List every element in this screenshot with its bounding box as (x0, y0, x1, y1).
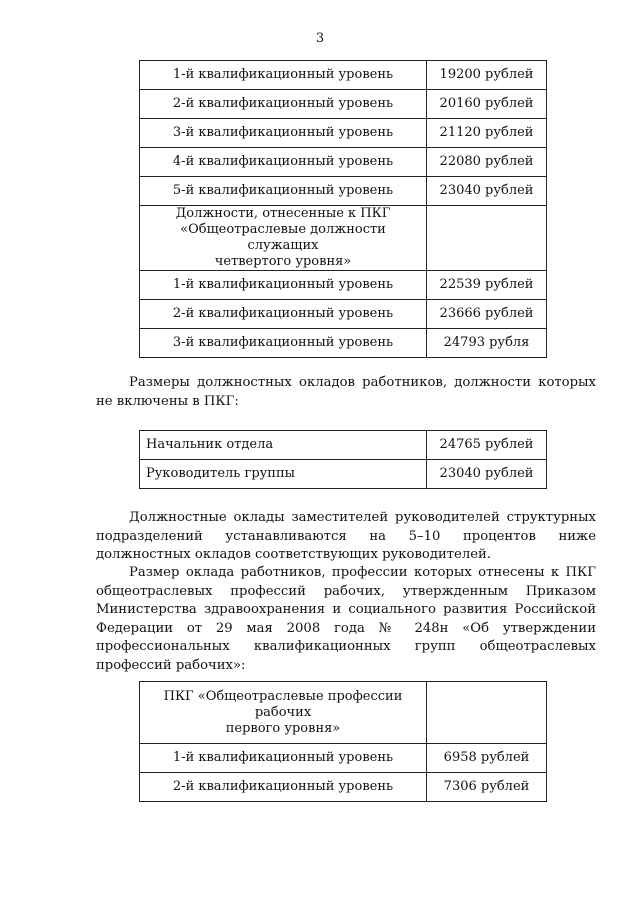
salary-value: 22539 рублей (427, 271, 547, 300)
level-name: 3-й квалификационный уровень (140, 329, 427, 358)
salary-value: 23040 рублей (427, 177, 547, 206)
table-row (140, 61, 547, 90)
salary-table-2 (139, 430, 547, 489)
level-name: 2-й квалификационный уровень (140, 300, 427, 329)
salary-value: 22080 рублей (427, 148, 547, 177)
table-row (140, 271, 547, 300)
group-header (140, 206, 427, 271)
table-row (140, 90, 547, 119)
table-row (140, 177, 547, 206)
table-row (140, 460, 547, 489)
group-header-line: Должности, отнесенные к ПКГ (175, 206, 391, 221)
salary-value: 24765 рублей (427, 431, 547, 460)
paragraph-workers: Размер оклада работников, профессии которых отнесены к ПКГ общеотраслевых профессий рабочих, утвержденным Приказом Министерства здравоохранения и социального развития Российской Федерации от 29 мая 2008 года № 248н «Об утверждении профессиональных квалификационных групп общеотраслевых профессий рабочих»: (96, 565, 596, 673)
position-name: Руководитель группы (140, 460, 427, 489)
group-header-line: четвертого уровня» (214, 254, 352, 269)
salary-value: 7306 рублей (427, 773, 547, 802)
position-name: Начальник отдела (140, 431, 427, 460)
table-row (140, 329, 547, 358)
salary-value: 23666 рублей (427, 300, 547, 329)
level-name: 1-й квалификационный уровень (140, 61, 427, 90)
salary-value (427, 682, 547, 744)
salary-value: 19200 рублей (427, 61, 547, 90)
group-header-line: первого уровня» (225, 720, 341, 736)
paragraph-not-in-pkg: Размеры должностных окладов работников, должности которых не включены в ПКГ: (96, 375, 596, 409)
level-name: 1-й квалификационный уровень (140, 271, 427, 300)
salary-table-1 (139, 60, 547, 358)
table-row (140, 744, 547, 773)
level-name: 2-й квалификационный уровень (140, 90, 427, 119)
salary-value: 21120 рублей (427, 119, 547, 148)
salary-value: 6958 рублей (427, 744, 547, 773)
table-row (140, 119, 547, 148)
table-row (140, 300, 547, 329)
salary-value: 20160 рублей (427, 90, 547, 119)
table-row (140, 148, 547, 177)
paragraph-deputies: Должностные оклады заместителей руководителей структурных подразделений устанавливаются на 5–10 процентов ниже должностных окладов соответствующих руководителей. (96, 510, 596, 562)
group-header (140, 682, 427, 744)
level-name: 3-й квалификационный уровень (140, 119, 427, 148)
level-name: 2-й квалификационный уровень (140, 773, 427, 802)
table-row (140, 431, 547, 460)
group-header-line: «Общеотраслевые должности служащих (180, 222, 386, 253)
table-row-group-header (140, 682, 547, 744)
table-row-group-header (140, 206, 547, 271)
salary-value: 23040 рублей (427, 460, 547, 489)
group-header-line: ПКГ «Общеотраслевые профессии (163, 688, 403, 704)
page-number: 3 (315, 31, 325, 46)
level-name: 1-й квалификационный уровень (140, 744, 427, 773)
table-row (140, 773, 547, 802)
group-header-line: рабочих (254, 704, 312, 720)
salary-table-3 (139, 681, 547, 802)
level-name: 4-й квалификационный уровень (140, 148, 427, 177)
salary-value: 24793 рубля (427, 329, 547, 358)
level-name: 5-й квалификационный уровень (140, 177, 427, 206)
salary-value (427, 206, 547, 271)
